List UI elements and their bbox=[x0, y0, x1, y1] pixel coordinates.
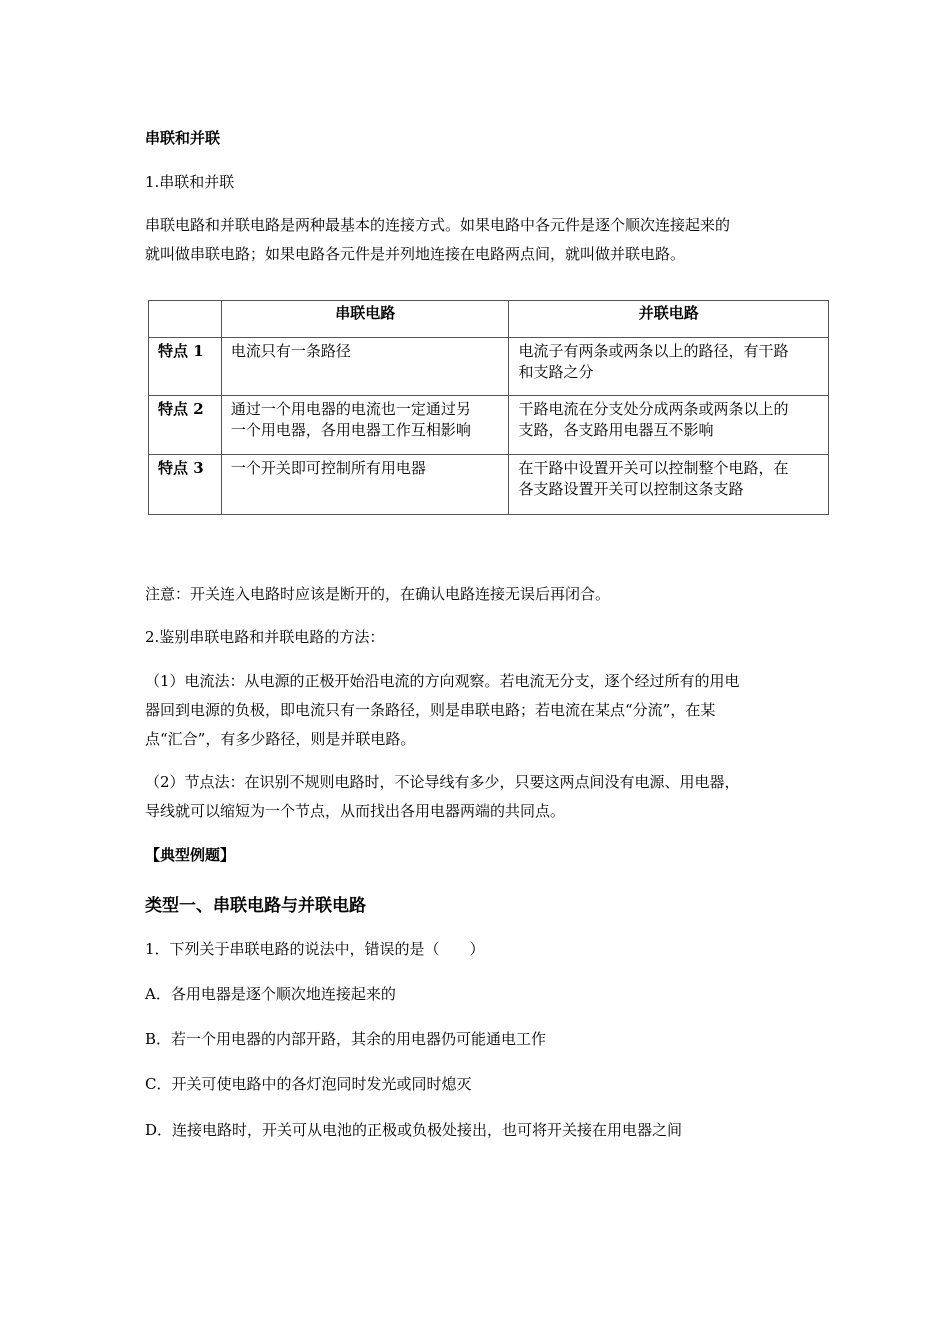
table-header-empty bbox=[149, 301, 222, 338]
method-1-line-2: 器回到电源的负极，即电流只有一条路径，则是串联电路；若电流在某点“分流”，在某 bbox=[145, 701, 716, 719]
option-d: D．连接电路时，开关可从电池的正极或负极处接出，也可将开关接在用电器之间 bbox=[145, 1121, 683, 1139]
cell-line: 支路，各支路用电器互不影响 bbox=[518, 421, 714, 439]
intro-line-2: 就叫做串联电路；如果电路各元件是并列地连接在电路两点间，就叫做并联电路。 bbox=[145, 245, 686, 263]
table-row bbox=[149, 396, 829, 455]
series-cell bbox=[221, 396, 509, 455]
parallel-cell bbox=[509, 455, 829, 515]
method-2-line-2: 导线就可以缩短为一个节点，从而找出各用电器两端的共同点。 bbox=[145, 802, 566, 820]
cell-line: 各支路设置开关可以控制这条支路 bbox=[518, 480, 744, 498]
series-cell bbox=[221, 455, 509, 515]
type-heading: 类型一、串联电路与并联电路 bbox=[145, 896, 366, 916]
table-row bbox=[149, 338, 829, 396]
row-label: 特点 3 bbox=[149, 455, 222, 515]
note-paragraph: 注意：开关连入电路时应该是断开的，在确认电路连接无误后再闭合。 bbox=[145, 585, 611, 603]
row-label: 特点 1 bbox=[149, 338, 222, 396]
option-c: C．开关可使电路中的各灯泡同时发光或同时熄灭 bbox=[145, 1075, 472, 1093]
cell-line: 干路电流在分支处分成两条或两条以上的 bbox=[518, 400, 789, 418]
option-b: B．若一个用电器的内部开路，其余的用电器仍可能通电工作 bbox=[145, 1030, 547, 1048]
cell-line: 通过一个用电器的电流也一定通过另 bbox=[230, 400, 471, 418]
table-header-parallel: 并联电路 bbox=[509, 301, 829, 338]
series-cell bbox=[221, 338, 509, 396]
method-1-line-1: （1）电流法：从电源的正极开始沿电流的方向观察。若电流无分支，逐个经过所有的用电 bbox=[145, 672, 740, 690]
parallel-cell bbox=[509, 396, 829, 455]
row-label: 特点 2 bbox=[149, 396, 222, 455]
table-row bbox=[149, 455, 829, 515]
cell-line: 电流只有一条路径 bbox=[230, 342, 351, 360]
parallel-cell bbox=[509, 338, 829, 396]
cell-line: 在干路中设置开关可以控制整个电路，在 bbox=[518, 459, 789, 477]
intro-line-1: 串联电路和并联电路是两种最基本的连接方式。如果电路中各元件是逐个顺次连接起来的 bbox=[145, 216, 731, 234]
cell-line: 电流子有两条或两条以上的路径，有干路 bbox=[518, 342, 789, 360]
cell-line: 和支路之分 bbox=[518, 363, 594, 381]
subsection-heading-2: 2.鉴别串联电路和并联电路的方法： bbox=[145, 628, 385, 646]
table-header-series: 串联电路 bbox=[221, 301, 509, 338]
method-1-line-3: 点“汇合”，有多少路径，则是并联电路。 bbox=[145, 730, 416, 748]
cell-line: 一个开关即可控制所有用电器 bbox=[230, 459, 426, 477]
subsection-heading-1: 1.串联和并联 bbox=[145, 173, 235, 191]
question-stem: 1．下列关于串联电路的说法中，错误的是（ ） bbox=[145, 940, 485, 958]
cell-line: 一个用电器，各用电器工作互相影响 bbox=[230, 421, 471, 439]
option-a: A．各用电器是逐个顺次地连接起来的 bbox=[145, 985, 396, 1003]
table-header-row bbox=[149, 301, 829, 338]
comparison-table bbox=[148, 300, 829, 515]
section-title: 串联和并联 bbox=[145, 129, 221, 147]
examples-heading: 【典型例题】 bbox=[145, 846, 236, 864]
method-2-line-1: （2）节点法：在识别不规则电路时，不论导线有多少，只要这两点间没有电源、用电器， bbox=[145, 773, 740, 791]
